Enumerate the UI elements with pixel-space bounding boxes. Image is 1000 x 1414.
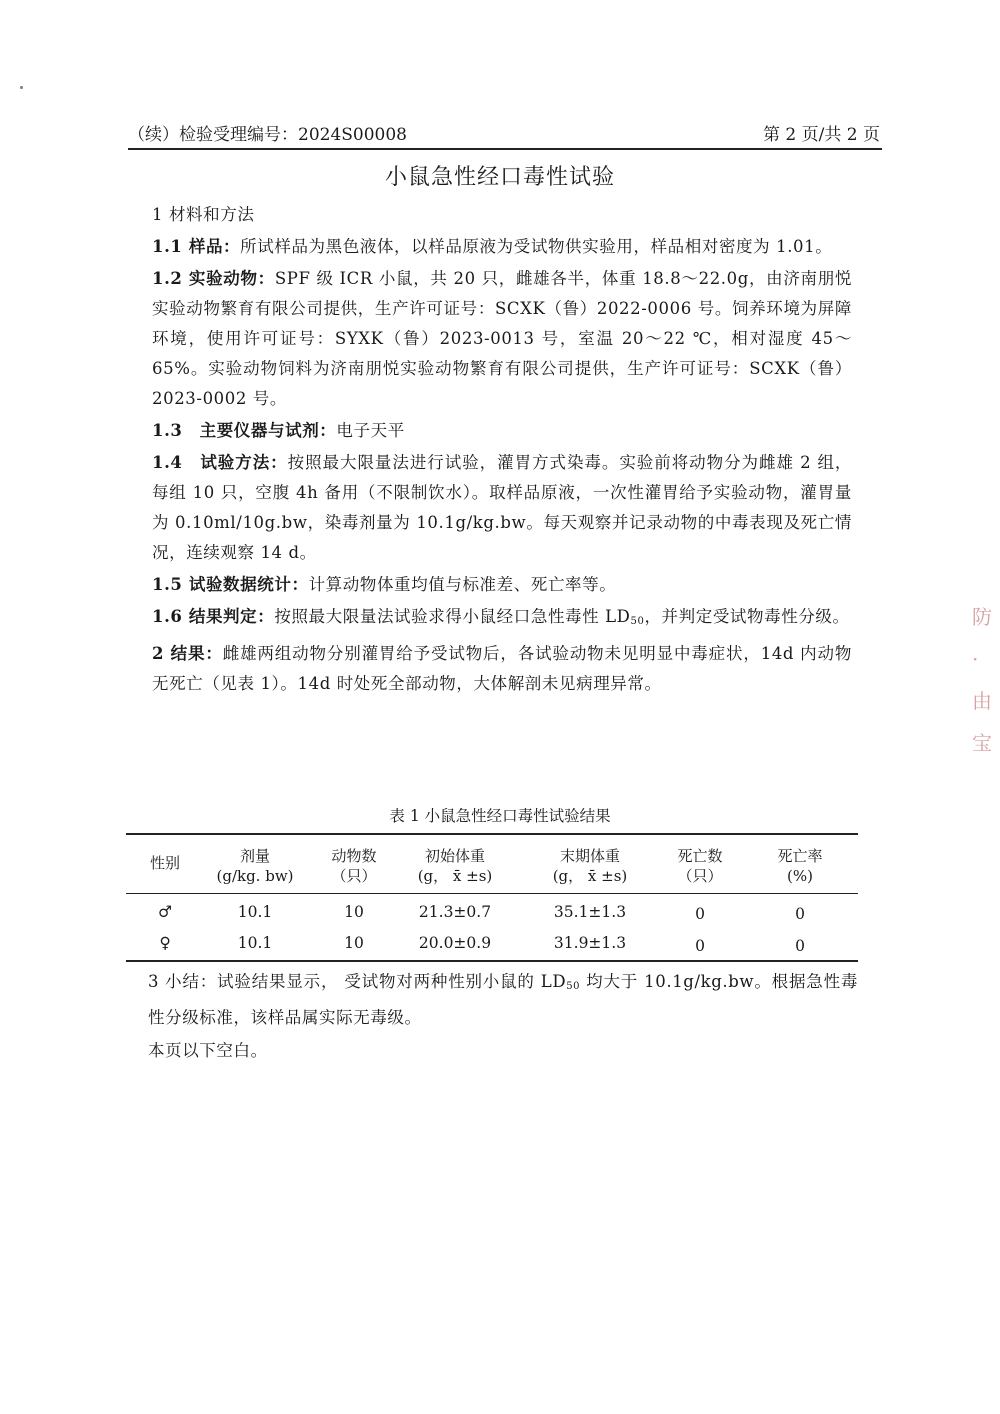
acceptance-number: （续）检验受理编号：2024S00008	[128, 125, 407, 145]
cell-mortality: 0	[795, 905, 805, 923]
table-header-sex: 性别	[149, 854, 180, 872]
section-1-2: 1.2 实验动物：SPF 级 ICR 小鼠，共 20 只，雌雄各半，体重 18.8～22.0g，由济南朋悦实验动物繁育有限公司提供，生产许可证号：SCXK（鲁）2022-0006 号。饲养环境为屏障环境，使用许可证号：SYXK（鲁）2023-0013 号，室温 20～22 ℃，相对湿度 45～65%。实验动物饲料为济南朋悦实验动物繁育有限公司提供，生产许可证号：SCXK（鲁）2023-0002 号。	[152, 269, 852, 408]
table-header-deaths: 死亡数 （只）	[677, 847, 723, 885]
cell-dose: 10.1	[237, 903, 273, 921]
conclusion-section	[148, 966, 858, 1068]
table-header-dose: 剂量 (g/kg. bw)	[216, 847, 294, 885]
cell-sex: ♂	[158, 903, 172, 921]
table-caption: 表 1 小鼠急性经口毒性试验结果	[389, 807, 611, 825]
cell-initial-weight: 21.3±0.7	[418, 903, 492, 921]
cell-mortality: 0	[795, 937, 805, 955]
section-1-heading: 1 材料和方法	[152, 205, 255, 224]
cell-initial-weight: 20.0±0.9	[418, 934, 492, 952]
table-rule-header	[126, 893, 858, 894]
section-1-4: 1.4 试验方法：按照最大限量法进行试验，灌胃方式染毒。实验前将动物分为雌雄 2 组，每组 10 只，空腹 4h 备用（不限制饮水）。取样品原液，一次性灌胃给予实验动物，灌胃量为 0.10ml/10g.bw，染毒剂量为 10.1g/kg.bw。每天观察并记录动物的中毒表现及死亡情况，连续观察 14 d。	[152, 453, 852, 562]
cell-animal-count: 10	[344, 934, 364, 952]
header-rule	[128, 148, 882, 150]
cell-sex: ♀	[159, 934, 171, 952]
table-header-initial-weight: 初始体重 (g， x̄ ±s)	[417, 847, 493, 885]
seal-stamp-partial: 防 · 由 宝	[972, 605, 992, 755]
table-header-final-weight: 末期体重 (g， x̄ ±s)	[552, 847, 628, 885]
table-header-animal-count: 动物数 （只）	[331, 847, 377, 885]
blank-below-note: 本页以下空白。	[148, 1041, 268, 1060]
section-3-summary: 3 小结：试验结果显示， 受试物对两种性别小鼠的 $LD_{50}$ 均大于 10.1g/kg.bw。根据急性毒性分级标准，该样品属实际无毒级。	[148, 972, 858, 1027]
table-header-mortality: 死亡率 (%)	[777, 847, 823, 885]
cell-final-weight: 35.1±1.3	[553, 903, 627, 921]
page-header	[128, 120, 880, 144]
section-1-1: 1.1 样品：所试样品为黑色液体，以样品原液为受试物供实验用，样品相对密度为 1.01。	[152, 237, 833, 256]
section-1-5: 1.5 试验数据统计：计算动物体重均值与标准差、死亡率等。	[152, 575, 617, 594]
document-title: 小鼠急性经口毒性试验	[384, 165, 615, 190]
cell-deaths: 0	[695, 937, 705, 955]
section-2-results: 2 结果：雌雄两组动物分别灌胃给予受试物后，各试验动物未见明显中毒症状，14d 内动物无死亡（见表 1）。14d 时处死全部动物，大体解剖未见病理异常。	[152, 644, 852, 693]
page-number: 第 2 页/共 2 页	[763, 125, 880, 145]
cell-final-weight: 31.9±1.3	[553, 934, 627, 952]
section-1-3: 1.3 主要仪器与试剂：电子天平	[152, 421, 405, 440]
cell-animal-count: 10	[344, 903, 364, 921]
cell-dose: 10.1	[237, 934, 273, 952]
table-rule-top	[126, 833, 858, 835]
scan-speck	[20, 86, 23, 89]
table-rule-bottom	[126, 960, 858, 962]
document-body	[152, 200, 852, 701]
cell-deaths: 0	[695, 905, 705, 923]
section-1-6: 1.6 结果判定：按照最大限量法试验求得小鼠经口急性毒性 $LD_{50}$，并判定受试物毒性分级。	[152, 607, 850, 627]
